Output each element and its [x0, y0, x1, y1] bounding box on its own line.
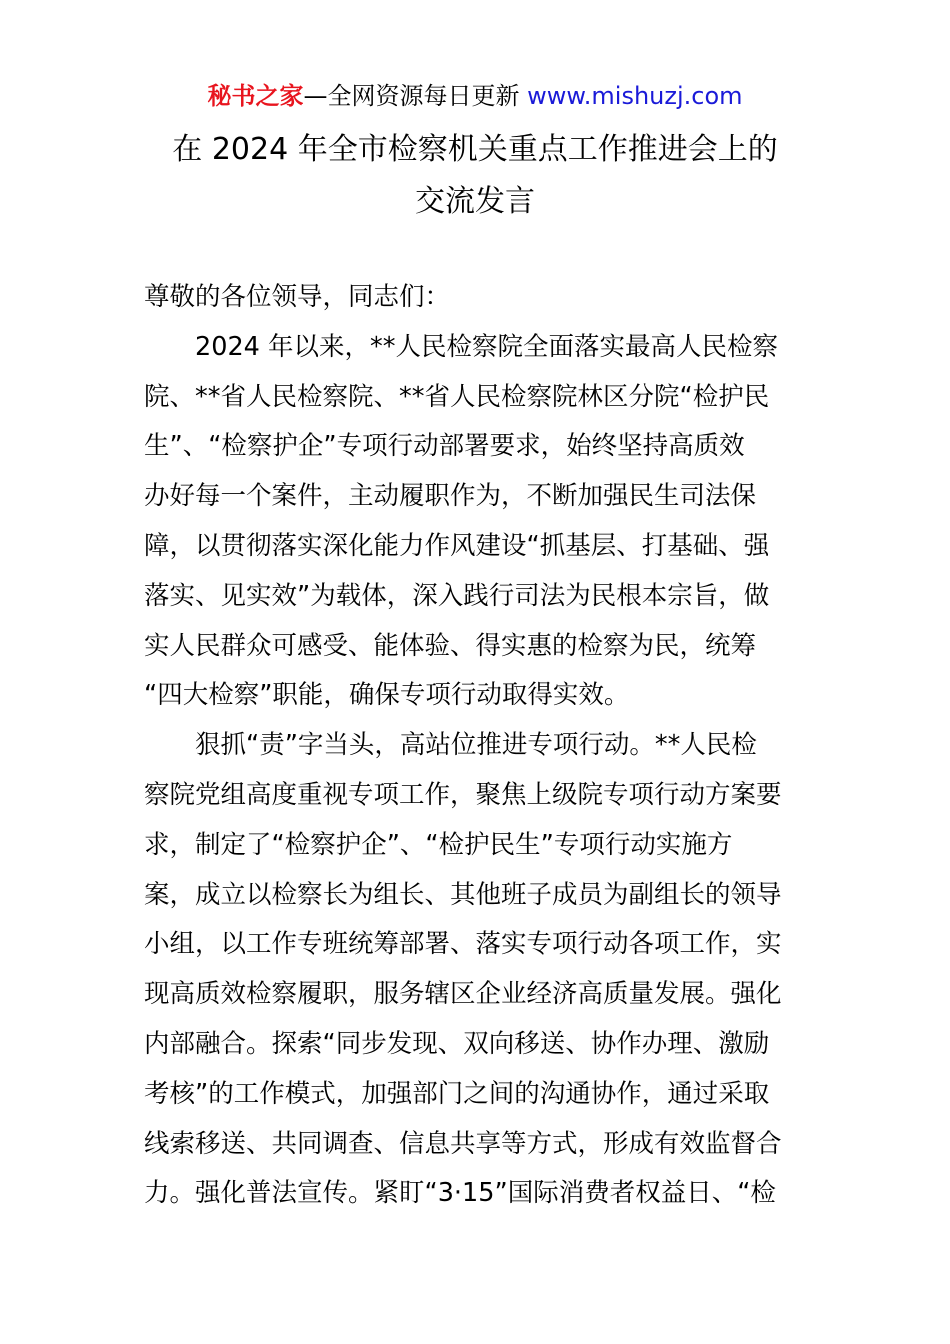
body-line: 院、**省人民检察院、**省人民检察院林区分院“检护民: [144, 381, 770, 412]
body-line: 生”、“检察护企”专项行动部署要求，始终坚持高质效: [144, 431, 745, 462]
body-line: 小组，以工作专班统筹部署、落实专项行动各项工作，实: [144, 929, 782, 960]
site-header: [0, 78, 950, 114]
body-line: 线索移送、共同调查、信息共享等方式，形成有效监督合: [144, 1128, 782, 1159]
body-line: 2024 年以来，**人民检察院全面落实最高人民检察: [144, 331, 779, 362]
body-line: 现高质效检察履职，服务辖区企业经济高质量发展。强化: [144, 979, 782, 1010]
body-line: 内部融合。探索“同步发现、双向移送、协作办理、激励: [144, 1028, 770, 1059]
body-line: 实人民群众可感受、能体验、得实惠的检察为民，统筹: [144, 630, 757, 661]
header-tagline: —全网资源每日更新: [303, 82, 528, 110]
body-line: 障，以贯彻落实深化能力作风建设“抓基层、打基础、强: [144, 530, 770, 561]
title-line: 交流发言: [415, 184, 535, 219]
title-line: 在 2024 年全市检察机关重点工作推进会上的: [172, 132, 778, 167]
document-title: [100, 124, 850, 228]
body-line: 案，成立以检察长为组长、其他班子成员为副组长的领导: [144, 879, 782, 910]
body-line: 落实、见实效”为载体，深入践行司法为民根本宗旨，做: [144, 580, 770, 611]
body-line: 考核”的工作模式，加强部门之间的沟通协作，通过采取: [144, 1078, 770, 1109]
body-line: 狠抓“责”字当头，高站位推进专项行动。**人民检: [144, 730, 757, 761]
body-line: 察院党组高度重视专项工作，聚焦上级院专项行动方案要: [144, 779, 782, 810]
salutation: 尊敬的各位领导，同志们：: [144, 282, 451, 312]
body-line: “四大检察”职能，确保专项行动取得实效。: [144, 680, 630, 711]
document-body: [144, 273, 808, 1219]
brand-name: 秘书之家: [207, 82, 304, 110]
body-line: 求，制定了“检察护企”、“检护民生”专项行动实施方: [144, 829, 733, 860]
body-line: 力。强化普法宣传。紧盯“3·15”国际消费者权益日、“检: [144, 1178, 776, 1209]
body-line: 办好每一个案件，主动履职作为，不断加强民生司法保: [144, 481, 757, 512]
site-link[interactable]: www.mishuzj.com: [527, 82, 743, 110]
